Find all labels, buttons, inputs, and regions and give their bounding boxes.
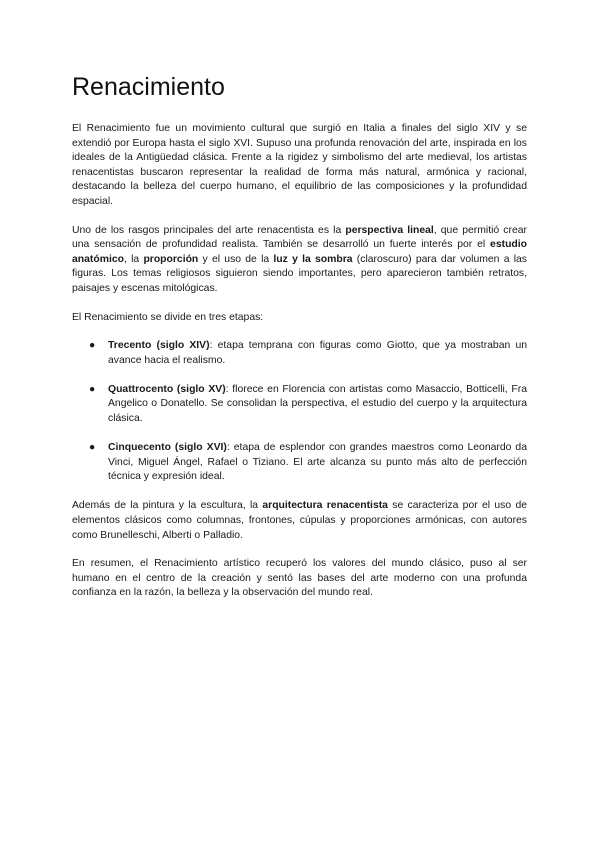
features-text-2: , que permitió crear una sensación de profundidad realista. También se desarrolló un fuerte interés por el [72, 224, 527, 251]
stages-list [72, 339, 527, 485]
intro-paragraph: El Renacimiento fue un movimiento cultural que surgió en Italia a finales del siglo XIV y se extendió por Europa hasta el siglo XVI. Supuso una profunda renovación del arte, inspirada en los ideales de la Antigüedad clásica. Frente a la rigidez y simbolismo del arte medieval, los artistas renacentistas buscaron representar la realidad de forma más natural, armónica y racional, destacando la belleza del cuerpo humano, el equilibrio de las composiciones y la profundidad espacial. [72, 123, 527, 207]
stage-description: : etapa temprana con figuras como Giotto, que ya mostraban un avance hacia el realismo. [108, 340, 528, 366]
document-page [72, 70, 527, 615]
stage-name: Cinquecento (siglo XVI) [108, 442, 227, 454]
summary-paragraph: En resumen, el Renacimiento artístico recuperó los valores del mundo clásico, puso al ser humano en el centro de la creación y sentó las bases del arte moderno con una profunda confianza en la razón, la belleza y la observación del mundo real. [72, 558, 527, 599]
stages-intro-paragraph: El Renacimiento se divide en tres etapas: [72, 311, 264, 323]
features-bold-estudio: estudio anatómico [72, 239, 527, 265]
features-bold-perspectiva: perspectiva lineal [345, 224, 434, 236]
architecture-bold: arquitectura renacentista [262, 500, 388, 512]
bullet-icon: ● [89, 442, 96, 454]
architecture-text-2: se caracteriza por el uso de elementos clásicos como columnas, frontones, cúpulas y proporciones armónicas, con autores como Brunelleschi, Alberti o Palladio. [72, 500, 528, 541]
features-text-5: (claroscuro) para dar volumen a las figuras. Los temas religiosos siguieron siendo importantes, pero aparecieron también retratos, paisajes y escenas mitológicas. [72, 253, 527, 294]
list-item [72, 383, 527, 427]
document-title: Renacimiento [72, 73, 225, 101]
features-bold-luz: luz y la sombra [273, 253, 353, 265]
features-bold-proporcion: proporción [143, 253, 199, 265]
architecture-paragraph [72, 499, 527, 543]
features-text-3: , la [123, 253, 144, 265]
architecture-text-1: Además de la pintura y la escultura, la [72, 500, 263, 512]
list-item [72, 339, 527, 368]
stage-name: Trecento (siglo XIV) [108, 340, 210, 352]
stage-description: : florece en Florencia con artistas como Masaccio, Botticelli, Fra Angelico o Donatello. Se consolidan la perspectiva, el estudio del cuerpo y la arquitectura clásica. [108, 383, 527, 424]
list-item [72, 441, 527, 485]
bullet-icon: ● [89, 383, 96, 395]
bullet-icon: ● [89, 340, 96, 352]
features-text-4: y el uso de la [198, 253, 274, 265]
stage-description: : etapa de esplendor con grandes maestros como Leonardo da Vinci, Miguel Ángel, Rafael o Tiziano. El arte alcanza su punto más alto de perfección técnica y expresión ideal. [108, 442, 527, 483]
features-paragraph [72, 224, 527, 297]
stage-name: Quattrocento (siglo XV) [108, 383, 226, 395]
features-text-1: Uno de los rasgos principales del arte renacentista es la [72, 224, 346, 236]
